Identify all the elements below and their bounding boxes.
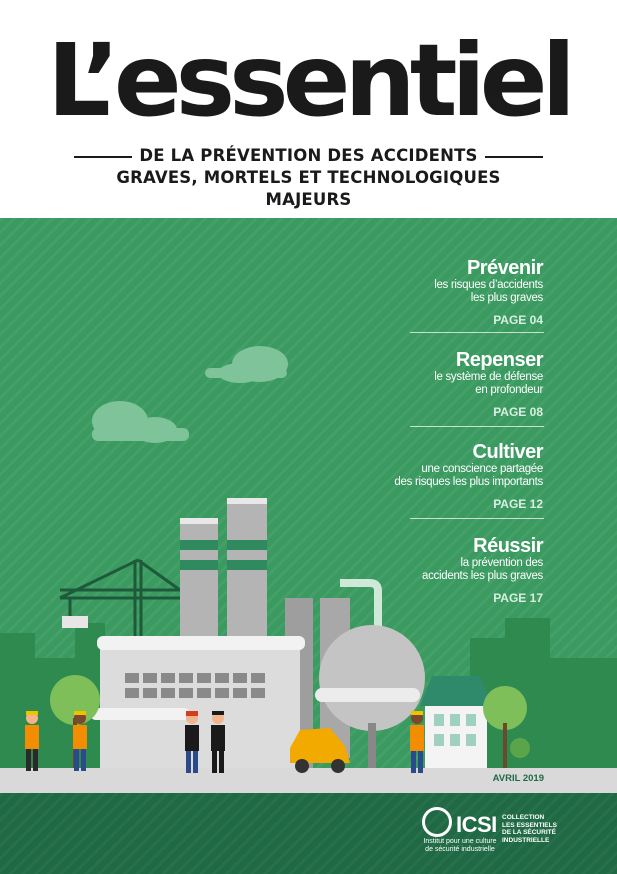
toc-heading: Réussir [473, 535, 543, 557]
issue-date: AVRIL 2019 [492, 773, 544, 784]
toc-divider [410, 332, 544, 333]
logo-circle-icon [422, 807, 452, 837]
header [0, 0, 617, 218]
toc-item-repenser[interactable] [409, 349, 543, 419]
chimney-icon [227, 498, 267, 643]
cloud-icon [205, 346, 288, 383]
toc-item-prevenir[interactable] [409, 257, 543, 327]
toc-page: PAGE 17 [493, 591, 543, 605]
toc-divider [410, 426, 544, 427]
collection-label: COLLECTION LES ESSENTIELS DE LA SÉCURITÉ INDUSTRIELLE [502, 814, 557, 844]
crane-load [62, 616, 88, 628]
cloud-icon [92, 401, 189, 443]
toc-heading: Cultiver [472, 441, 543, 463]
toc-page: PAGE 08 [493, 405, 543, 419]
logo-brand: ICSI [456, 812, 497, 837]
toc-desc: la prévention des [460, 557, 543, 569]
toc-page: PAGE 12 [493, 497, 543, 511]
toc-desc: des risques les plus importants [394, 475, 543, 488]
toc-item-reussir[interactable] [409, 535, 543, 605]
logo-tagline: Institut pour une culture de sécurité industrielle [423, 838, 497, 853]
toc-desc: les risques d’accidents [434, 279, 543, 291]
chimney-icon [180, 518, 218, 643]
toc-divider [410, 518, 544, 519]
toc-desc: accidents les plus graves [422, 569, 543, 582]
page-title: L’essentiel [47, 22, 570, 139]
toc-heading: Repenser [455, 349, 543, 371]
toc-desc: le système de défense [434, 371, 543, 383]
subtitle [72, 145, 545, 211]
subtitle-line-1: DE LA PRÉVENTION DES ACCIDENTS [139, 146, 478, 165]
subtitle-line-2: GRAVES, MORTELS ET TECHNOLOGIQUES MAJEURS [116, 168, 501, 209]
house-icon [420, 676, 492, 768]
toc-heading: Prévenir [466, 257, 543, 279]
worker-icon [410, 711, 424, 773]
toc-item-cultiver[interactable] [383, 441, 543, 511]
toc-page: PAGE 04 [493, 313, 543, 327]
toc-desc: en profondeur [475, 383, 543, 396]
icsi-logo[interactable] [410, 800, 600, 865]
toc-desc: les plus graves [470, 291, 543, 304]
toc-desc: une conscience partagée [421, 463, 543, 475]
